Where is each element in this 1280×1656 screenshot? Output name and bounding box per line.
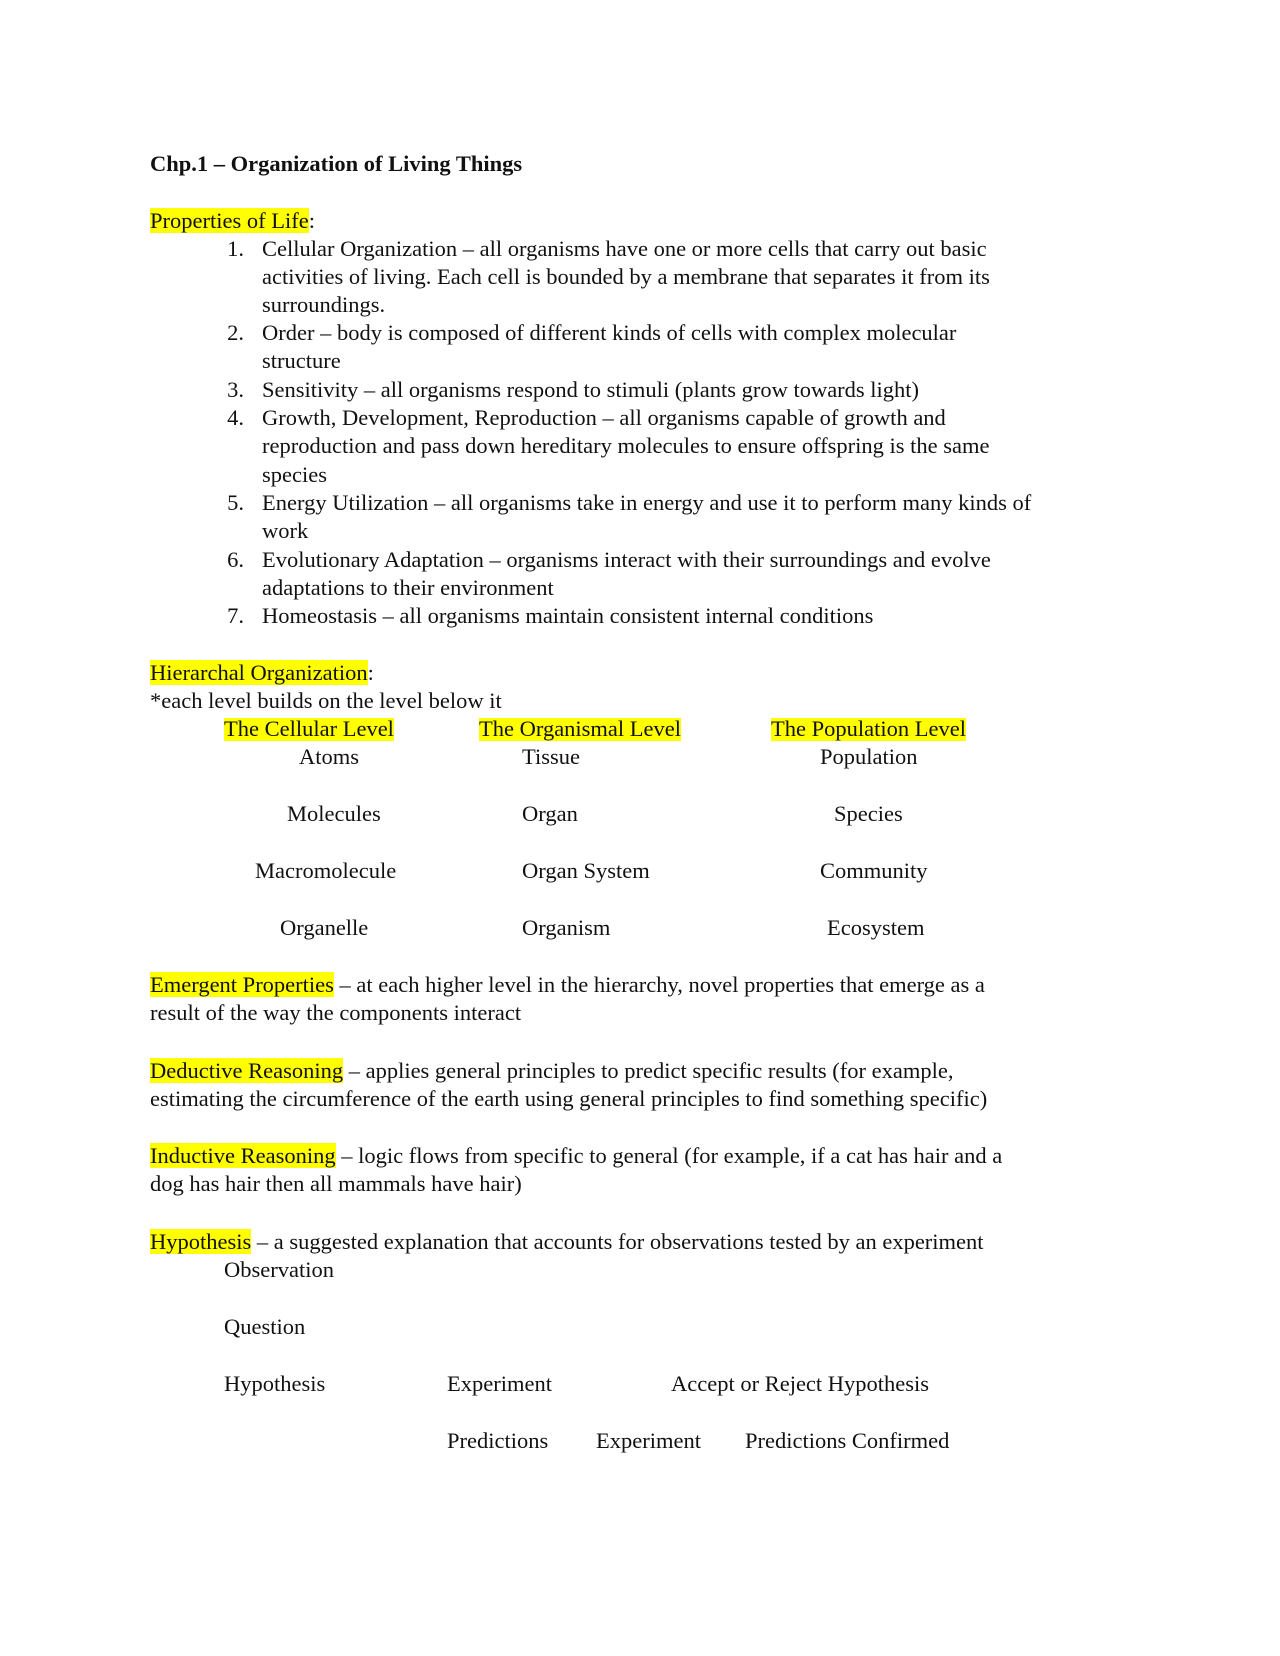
organismal-item: Organ System (522, 858, 650, 883)
inductive-term: Inductive Reasoning (150, 1143, 336, 1168)
population-item: Species (834, 801, 903, 826)
list-item-line: Homeostasis – all organisms maintain consistent internal conditions (262, 603, 874, 628)
list-number: 4. (227, 405, 244, 430)
list-number: 5. (227, 490, 244, 515)
emergent-text: – at each higher level in the hierarchy, novel properties that emerge as a (333, 972, 985, 997)
organismal-item: Tissue (522, 744, 580, 769)
inductive-text-continued: dog has hair then all mammals have hair) (150, 1171, 522, 1196)
hierarchy-heading: Hierarchal Organization (150, 660, 368, 685)
list-item-line: Sensitivity – all organisms respond to stimuli (plants grow towards light) (262, 377, 920, 402)
flow-experiment-second: Experiment (596, 1428, 701, 1453)
properties-colon: : (308, 208, 315, 233)
list-item-line: work (262, 518, 309, 543)
list-number: 3. (227, 377, 244, 402)
hierarchy-colon: : (367, 660, 374, 685)
emergent-term: Emergent Properties (150, 972, 334, 997)
list-number: 6. (227, 547, 244, 572)
list-item-line: species (262, 462, 327, 487)
deductive-definition (150, 1060, 953, 1083)
list-item-line: activities of living. Each cell is bounded by a membrane that separates it from its (262, 264, 990, 289)
hypothesis-text: – a suggested explanation that accounts for observations tested by an experiment (251, 1229, 984, 1254)
flow-observation: Observation (224, 1257, 334, 1282)
hypothesis-term: Hypothesis (150, 1229, 252, 1254)
hypothesis-definition (150, 1231, 984, 1254)
list-item-line: Evolutionary Adaptation – organisms interact with their surroundings and evolve (262, 547, 991, 572)
properties-heading-line (150, 210, 315, 233)
list-item-line: Cellular Organization – all organisms have one or more cells that carry out basic (262, 236, 987, 261)
flow-accept-reject: Accept or Reject Hypothesis (671, 1371, 930, 1396)
list-number: 7. (227, 603, 244, 628)
organismal-item: Organ (522, 801, 578, 826)
cellular-item: Atoms (299, 744, 360, 769)
list-number: 2. (227, 320, 244, 345)
cellular-item: Molecules (287, 801, 381, 826)
list-number: 1. (227, 236, 244, 261)
population-item: Ecosystem (827, 915, 925, 940)
population-item: Community (820, 858, 928, 883)
emergent-text-continued: result of the way the components interact (150, 1000, 522, 1025)
list-item-line: adaptations to their environment (262, 575, 554, 600)
list-item-line: reproduction and pass down hereditary molecules to ensure offspring is the same (262, 433, 990, 458)
deductive-term: Deductive Reasoning (150, 1058, 344, 1083)
cellular-item: Organelle (280, 915, 369, 940)
inductive-definition (150, 1145, 1002, 1168)
cellular-item: Macromolecule (255, 858, 397, 883)
list-item-line: Order – body is composed of different kinds of cells with complex molecular (262, 320, 957, 345)
population-item: Population (820, 744, 918, 769)
page-title: Chp.1 – Organization of Living Things (150, 151, 523, 176)
flow-experiment: Experiment (447, 1371, 552, 1396)
column-header-population: The Population Level (771, 716, 966, 741)
list-item-line: Energy Utilization – all organisms take in energy and use it to perform many kinds of (262, 490, 1032, 515)
deductive-text-continued: estimating the circumference of the earth using general principles to find something specific) (150, 1086, 988, 1111)
column-header-organismal: The Organismal Level (479, 716, 682, 741)
flow-hypothesis: Hypothesis (224, 1371, 326, 1396)
list-item-line: Growth, Development, Reproduction – all organisms capable of growth and (262, 405, 946, 430)
properties-heading: Properties of Life (150, 208, 309, 233)
inductive-text: – logic flows from specific to general (for example, if a cat has hair and a (335, 1143, 1003, 1168)
list-item-line: structure (262, 348, 341, 373)
flow-predictions-confirmed: Predictions Confirmed (745, 1428, 950, 1453)
emergent-definition (150, 974, 985, 997)
flow-question: Question (224, 1314, 306, 1339)
list-item-line: surroundings. (262, 292, 386, 317)
column-header-cellular: The Cellular Level (224, 716, 394, 741)
hierarchy-heading-line (150, 662, 374, 685)
deductive-text: – applies general principles to predict specific results (for example, (343, 1058, 954, 1083)
flow-predictions: Predictions (447, 1428, 549, 1453)
organismal-item: Organism (522, 915, 611, 940)
hierarchy-note: *each level builds on the level below it (150, 688, 502, 713)
